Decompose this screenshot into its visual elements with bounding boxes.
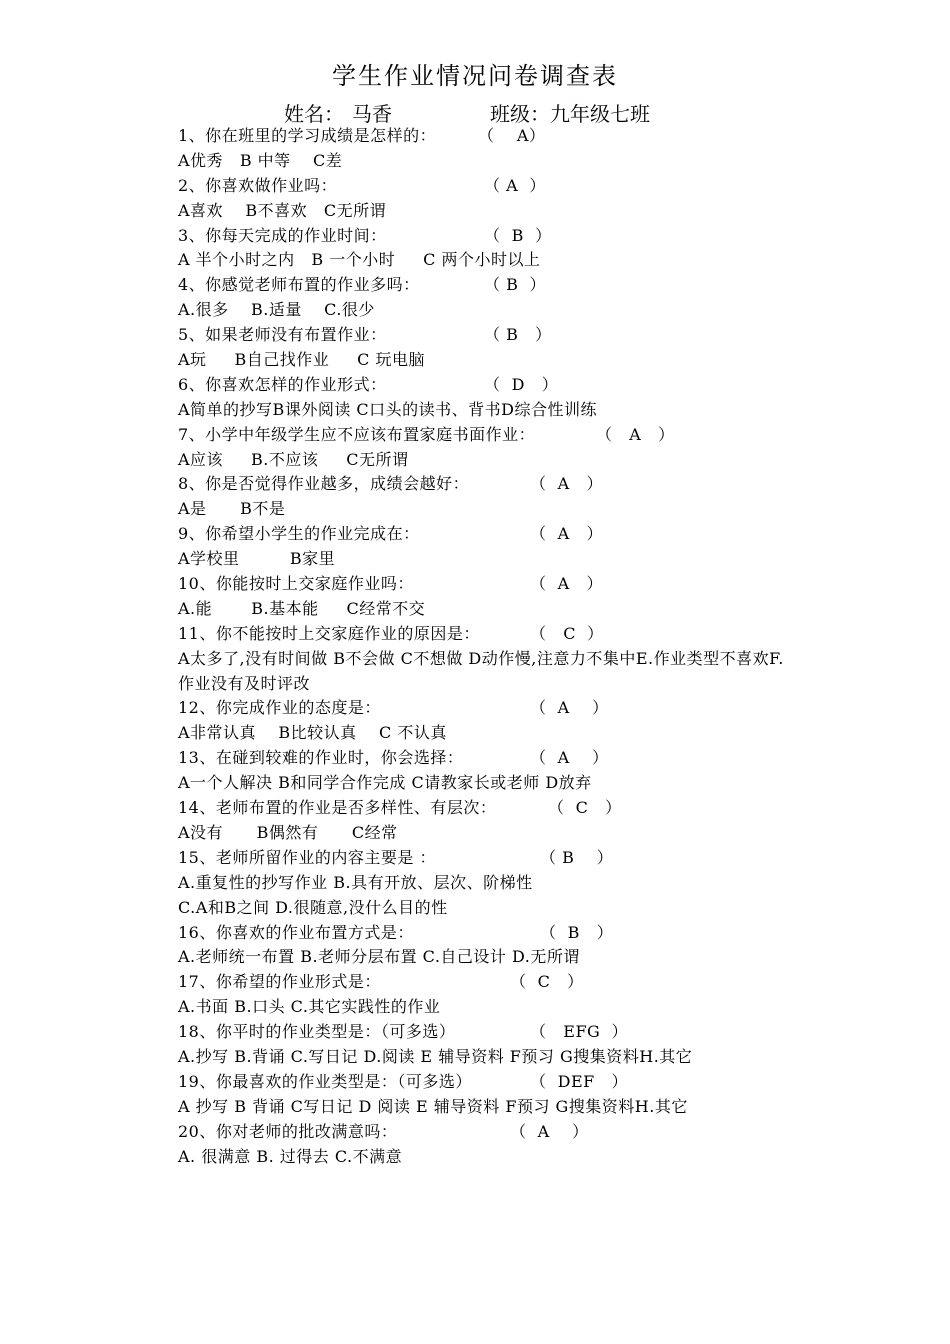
answer-choice: （ EFG ） <box>530 1022 628 1042</box>
option-line: A是 B不是 <box>178 499 286 519</box>
answer-choice: （ B ） <box>484 275 547 295</box>
question-item <box>178 1120 918 1170</box>
question-text: 13、在碰到较难的作业时，你会选择： <box>178 748 464 768</box>
option-line: A. 很满意 B. 过得去 C.不满意 <box>178 1146 403 1166</box>
question-line <box>178 970 918 995</box>
answer-choice: （ C ） <box>530 623 604 643</box>
question-line <box>178 1120 918 1145</box>
option-line: A.书面 B.口头 C.其它实践性的作业 <box>178 997 441 1017</box>
question-text: 7、小学中年级学生应不应该布置家庭书面作业： <box>178 424 536 444</box>
question-line <box>178 224 918 249</box>
option-line: 作业没有及时评改 <box>178 673 311 693</box>
question-text: 16、你喜欢的作业布置方式是： <box>178 922 414 942</box>
option-line: A优秀 B 中等 C差 <box>178 150 343 170</box>
answer-choice: （ B ） <box>484 325 552 345</box>
question-text: 3、你每天完成的作业时间： <box>178 225 387 245</box>
answer-choice: （ A） <box>478 126 546 145</box>
question-line <box>178 622 918 647</box>
question-item <box>178 472 918 522</box>
question-text: 1、你在班里的学习成绩是怎样的： <box>178 126 437 145</box>
class-label: 班级： <box>490 102 550 126</box>
question-item <box>178 622 918 697</box>
question-item <box>178 746 918 796</box>
question-line <box>178 423 918 448</box>
question-line <box>178 472 918 497</box>
answer-choice: （ C ） <box>548 798 622 818</box>
question-text: 2、你喜欢做作业吗： <box>178 175 338 195</box>
question-line <box>178 696 918 721</box>
option-line: A玩 B自己找作业 C 玩电脑 <box>178 350 426 370</box>
question-item <box>178 696 918 746</box>
answer-choice: （ A ） <box>530 574 603 594</box>
question-text: 14、老师布置的作业是否多样性、有层次： <box>178 798 497 818</box>
name-label: 姓名： <box>284 102 344 126</box>
question-text: 4、你感觉老师布置的作业多吗： <box>178 275 420 295</box>
question-text: 5、如果老师没有布置作业： <box>178 325 387 345</box>
question-item <box>178 921 918 971</box>
option-line: A应该 B.不应该 C无所谓 <box>178 449 409 469</box>
question-line <box>178 846 918 871</box>
question-item <box>178 373 918 423</box>
answer-choice: （ A ） <box>530 524 603 544</box>
question-text: 9、你希望小学生的作业完成在： <box>178 524 420 544</box>
answer-choice: （ A ） <box>484 175 546 195</box>
answer-choice: （ DEF ） <box>530 1071 629 1091</box>
question-item <box>178 522 918 572</box>
question-text: 19、你最喜欢的作业类型是：（可多选） <box>178 1071 472 1091</box>
question-line <box>178 124 918 149</box>
question-item <box>178 846 918 921</box>
answer-choice: （ C ） <box>510 972 584 992</box>
option-line: A.能 B.基本能 C经常不交 <box>178 598 426 618</box>
page-title: 学生作业情况问卷调查表 <box>332 62 618 90</box>
answer-choice: （ A ） <box>510 1121 589 1141</box>
option-line: A.抄写 B.背诵 C.写日记 D.阅读 E 辅导资料 F预习 G搜集资料H.其它 <box>178 1046 693 1066</box>
question-text: 15、老师所留作业的内容主要是 ： <box>178 847 436 867</box>
question-line <box>178 174 918 199</box>
question-line <box>178 921 918 946</box>
question-line <box>178 796 918 821</box>
question-item <box>178 423 918 473</box>
question-line <box>178 572 918 597</box>
option-line: A太多了,没有时间做 B不会做 C不想做 D动作慢,注意力不集中E.作业类型不喜欢F. <box>178 648 784 668</box>
question-text: 10、你能按时上交家庭作业吗： <box>178 574 414 594</box>
question-item <box>178 174 918 224</box>
option-line: A.重复性的抄写作业 B.具有开放、层次、阶梯性 <box>178 872 533 892</box>
student-name: 马香 <box>352 102 392 126</box>
option-line: A.老师统一布置 B.老师分层布置 C.自己设计 D.无所谓 <box>178 947 580 967</box>
question-text: 20、你对老师的批改满意吗： <box>178 1121 398 1141</box>
answer-choice: （ A ） <box>530 748 609 768</box>
answer-choice: （ A ） <box>530 474 603 494</box>
question-text: 17、你希望的作业形式是： <box>178 972 381 992</box>
option-line: A 抄写 B 背诵 C写日记 D 阅读 E 辅导资料 F预习 G搜集资料H.其它 <box>178 1096 688 1116</box>
answer-choice: （ A ） <box>530 698 609 718</box>
question-item <box>178 273 918 323</box>
question-item <box>178 1020 918 1070</box>
question-text: 6、你喜欢怎样的作业形式： <box>178 374 387 394</box>
question-text: 18、你平时的作业类型是：（可多选） <box>178 1022 456 1042</box>
question-line <box>178 323 918 348</box>
answer-choice: （ D ） <box>484 374 559 394</box>
question-item <box>178 124 918 174</box>
question-text: 11、你不能按时上交家庭作业的原因是： <box>178 623 480 643</box>
question-item <box>178 796 918 846</box>
option-line: A非常认真 B比较认真 C 不认真 <box>178 723 447 743</box>
question-list <box>178 124 918 1169</box>
question-text: 8、你是否觉得作业越多，成绩会越好： <box>178 474 470 494</box>
option-line: A 半个小时之内 B 一个小时 C 两个小时以上 <box>178 250 541 270</box>
answer-choice: （ B ） <box>484 225 552 245</box>
question-line <box>178 1020 918 1045</box>
option-line: A.很多 B.适量 C.很少 <box>178 300 375 320</box>
answer-choice: （ B ） <box>540 922 614 942</box>
student-name-block <box>284 98 392 127</box>
option-line: A一个人解决 B和同学合作完成 C请教家长或老师 D放弃 <box>178 773 592 793</box>
question-line <box>178 373 918 398</box>
question-line <box>178 1070 918 1095</box>
option-line: C.A和B之间 D.很随意,没什么目的性 <box>178 897 448 917</box>
option-line: A简单的抄写B课外阅读 C口头的读书、背书D综合性训练 <box>178 399 597 419</box>
question-item <box>178 970 918 1020</box>
option-line: A喜欢 B不喜欢 C无所谓 <box>178 200 387 220</box>
student-class: 九年级七班 <box>550 102 650 126</box>
answer-choice: （ A ） <box>596 424 675 444</box>
question-item <box>178 224 918 274</box>
option-line: A学校里 B家里 <box>178 549 336 569</box>
question-line <box>178 273 918 298</box>
student-class-block <box>490 98 650 127</box>
question-item <box>178 323 918 373</box>
question-text: 12、你完成作业的态度是： <box>178 698 381 718</box>
question-line <box>178 746 918 771</box>
question-item <box>178 1070 918 1120</box>
answer-choice: （ B ） <box>540 847 614 867</box>
option-line: A没有 B偶然有 C经常 <box>178 822 398 842</box>
question-item <box>178 572 918 622</box>
question-line <box>178 522 918 547</box>
